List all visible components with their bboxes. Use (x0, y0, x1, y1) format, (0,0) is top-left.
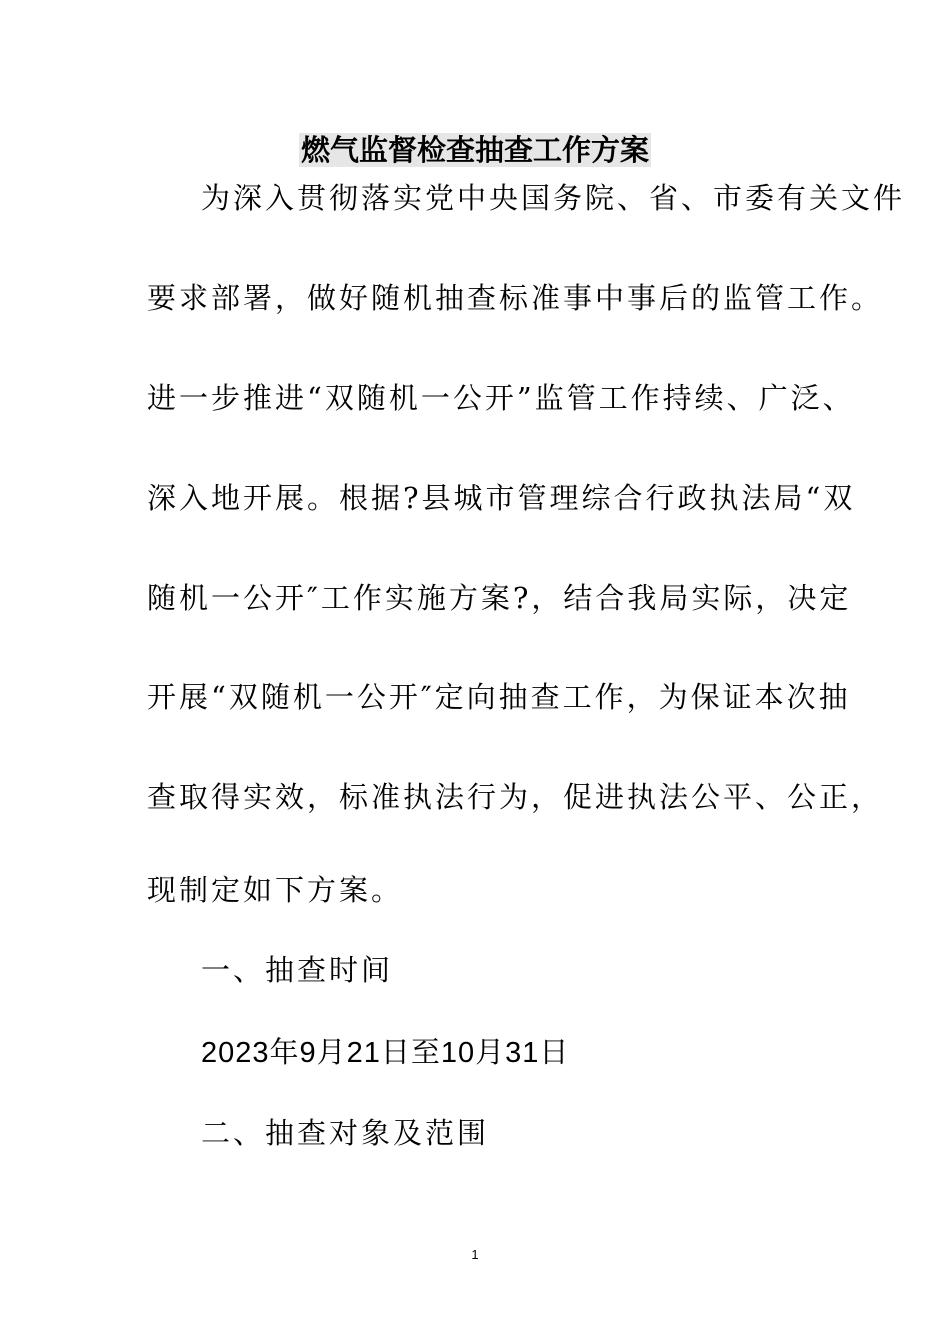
document-title: 燃气监督检查抽查工作方案 (300, 133, 649, 167)
paragraph-line-7: 查取得实效，标准执法行为，促进执法公平、公正， (147, 780, 884, 814)
paragraph-line-1: 为深入贯彻落实党中央国务院、省、市委有关文件 (201, 181, 906, 215)
section-heading-2: 二、抽查对象及范围 (201, 1116, 490, 1150)
paragraph-line-4: 深入地开展。根据?县城市管理综合行政执法局“双 (147, 481, 856, 515)
date-range: 2023年9月21日至10月31日 (201, 1037, 570, 1069)
paragraph-line-2: 要求部署，做好随机抽查标准事中事后的监管工作。 (147, 281, 884, 315)
paragraph-line-5: 随机一公开″工作实施方案?，结合我局实际，决定 (147, 581, 852, 615)
page-number: 1 (471, 1247, 479, 1262)
section-heading-1: 一、抽查时间 (201, 953, 394, 987)
paragraph-line-3: 进一步推进“双随机一公开”监管工作持续、广泛、 (147, 381, 855, 415)
paragraph-line-6: 开展“双随机一公开″定向抽查工作，为保证本次抽 (147, 680, 851, 714)
paragraph-line-8: 现制定如下方案。 (147, 873, 404, 907)
